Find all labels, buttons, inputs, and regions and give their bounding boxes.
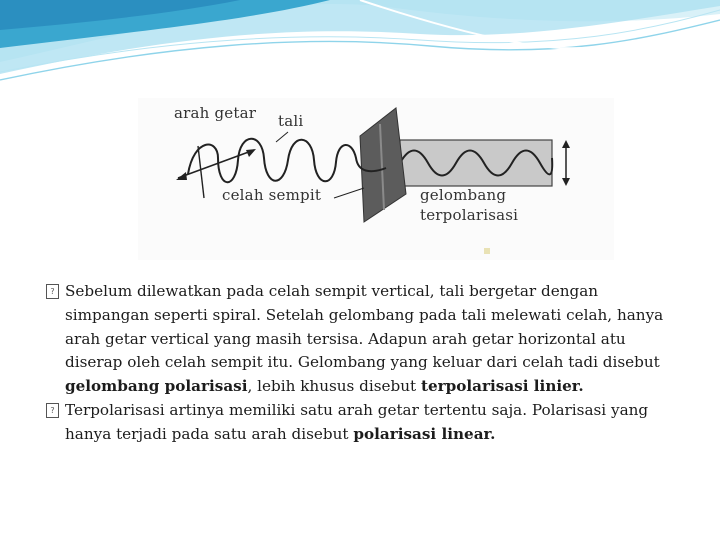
paragraph-2-bold-polarisasi-linear: polarisasi linear. — [353, 424, 496, 443]
label-gelombang: gelombang — [420, 186, 507, 204]
amplitude-arrow-head-bottom — [562, 178, 570, 186]
paragraph-1 — [46, 280, 678, 399]
label-arah-getar: arah getar — [174, 104, 257, 122]
paragraph-2 — [46, 399, 678, 447]
paragraph-1-text-middle: , lebih khusus disebut — [247, 377, 421, 396]
slit-pointer-line — [334, 188, 364, 198]
paragraph-1-bold-gelombang-polarisasi: gelombang polarisasi — [65, 377, 248, 396]
rope-pointer-line — [276, 132, 288, 142]
spiral-rope — [188, 139, 386, 183]
vibration-arrow-head-left — [176, 172, 187, 180]
polarization-diagram-graphic — [138, 98, 614, 260]
vibration-arrow-head-right — [246, 149, 256, 157]
polarization-diagram — [138, 98, 614, 260]
paragraph-1-bold-terpolarisasi-linier: terpolarisasi linier. — [420, 377, 584, 396]
bullet-icon: ? — [46, 403, 59, 418]
polarized-wave-box — [400, 140, 552, 186]
paragraph-1-text-start: Sebelum dilewatkan pada celah sempit vertical, tali bergetar dengan simpangan seperti spiral. Setelah gelombang pada tali melewati celah, hanya arah getar vertical yang masih tersisa. Adapun arah getar horizontal atu diserap oleh celah sempit itu. Gelombang yang keluar dari celah tadi disebut — [65, 282, 664, 372]
header-wave-decoration — [0, 0, 720, 90]
label-celah-sempit: celah sempit — [222, 186, 322, 204]
body-text — [46, 280, 678, 447]
paragraph-2-text-start: Terpolarisasi artinya memiliki satu arah getar tertentu saja. Polarisasi yang hanya terjadi pada satu arah disebut — [65, 400, 649, 443]
bullet-icon: ? — [46, 284, 59, 299]
tiny-mark — [484, 248, 490, 254]
amplitude-arrow-head-top — [562, 140, 570, 148]
label-terpolarisasi: terpolarisasi — [420, 206, 519, 224]
vibration-arrow-vertical — [198, 146, 204, 198]
label-tali: tali — [278, 112, 304, 130]
